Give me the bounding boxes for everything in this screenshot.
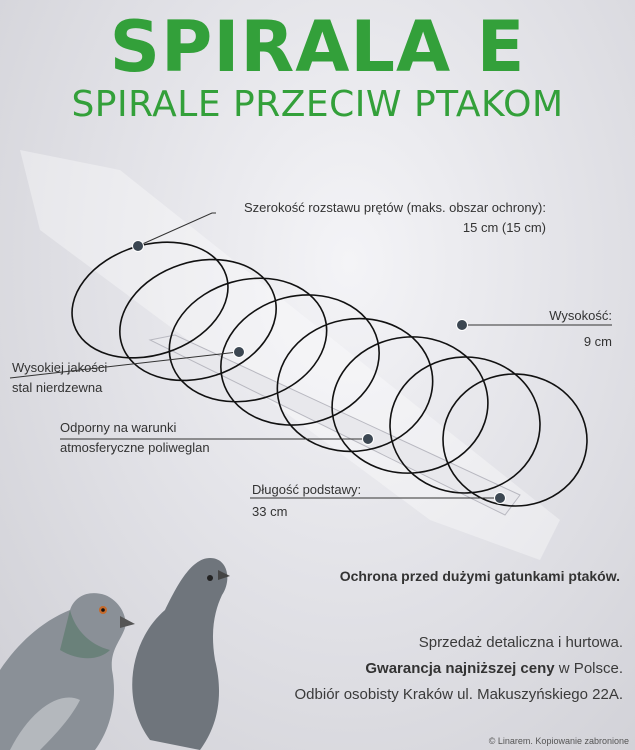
height-marker: [456, 319, 468, 331]
product-title: SPIRALA E: [109, 6, 526, 88]
sales-info: [295, 630, 623, 708]
height-callout: [460, 306, 612, 352]
tagline: Ochrona przed dużymi gatunkami ptaków.: [339, 568, 620, 584]
poly-callout: [60, 418, 300, 458]
steel-line2: stal nierdzewna: [12, 380, 103, 395]
width-label: Szerokość rozstawu prętów (maks. obszar ochrony):: [244, 200, 546, 215]
info-line3: Odbiór osobisty Kraków ul. Makuszyńskiego 22A.: [294, 686, 623, 703]
height-label: Wysokość:: [549, 308, 612, 323]
copyright: © Linarem. Kopiowanie zabronione: [488, 736, 629, 746]
length-callout: [252, 480, 452, 522]
steel-marker: [233, 346, 245, 358]
length-marker: [494, 492, 506, 504]
length-value: 33 cm: [252, 504, 288, 519]
steel-line1: Wysokiej jakości: [12, 360, 108, 375]
poly-line2: atmosferyczne poliweglan: [60, 440, 210, 455]
height-value: 9 cm: [583, 334, 612, 349]
steel-callout: [12, 358, 212, 398]
poly-line1: Odporny na warunki: [60, 420, 177, 435]
price-guarantee: Gwarancja najniższej ceny: [365, 660, 555, 677]
poly-marker: [362, 433, 374, 445]
pigeons-image: [0, 550, 300, 750]
info-line1: Sprzedaż detaliczna i hurtowa.: [418, 634, 623, 651]
width-marker: [132, 240, 144, 252]
product-subtitle: SPIRALE PRZECIW PTAKOM: [71, 84, 564, 125]
info-line2-rest: w Polsce.: [554, 660, 623, 677]
length-label: Długość podstawy:: [252, 482, 362, 497]
info-line2: [295, 656, 623, 682]
width-value: 15 cm (15 cm): [462, 220, 546, 235]
